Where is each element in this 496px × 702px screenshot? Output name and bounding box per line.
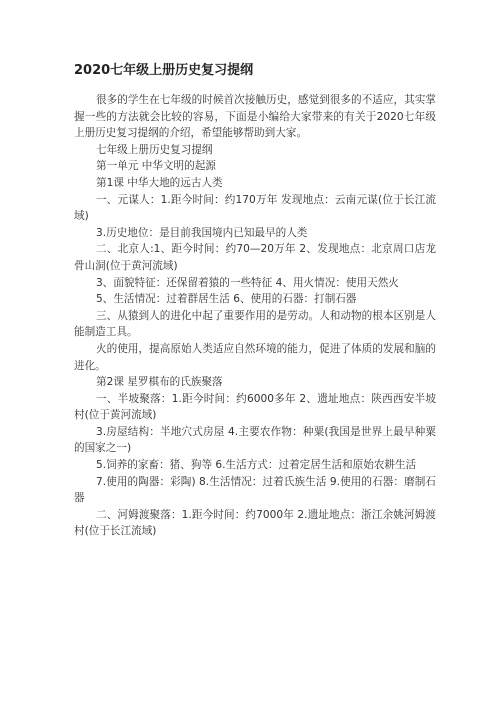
- paragraph: 二、北京人:1、距今时间：约70—20万年 2、发现地点：北京周口店龙骨山洞(位于黄河流域): [74, 243, 436, 272]
- paragraph: 3.历史地位：是目前我国境内已知最早的人类: [96, 226, 308, 239]
- unit-heading: 第一单元 中华文明的起源: [96, 160, 216, 173]
- document-title: 2020七年级上册历史复习提纲: [74, 63, 254, 78]
- intro-paragraph: 很多的学生在七年级的时候首次接触历史，感觉到很多的不适应，其实掌握一些的方法就会比较的容易，下面是小编给大家带来的有关于2020七年级上册历史复习提纲的介绍，希望能够帮助到大家。: [74, 94, 436, 140]
- lesson-2-heading: 第2课 星罗棋布的氏族聚落: [96, 376, 223, 389]
- paragraph: 火的使用，提高原始人类适应自然环境的能力，促进了体质的发展和脑的进化。: [74, 342, 436, 372]
- paragraph: 三、从猿到人的进化中起了重要作用的是劳动。人和动物的根本区别是人能制造工具。: [74, 309, 436, 339]
- paragraph: 一、元谋人：1.距今时间：约170万年 发现地点：云南元谋(位于长江流域): [74, 193, 436, 223]
- paragraph: 5、生活情况：过着群居生活 6、使用的石器：打制石器: [96, 293, 357, 306]
- paragraph: 5.饲养的家畜：猪、狗等 6.生活方式：过着定居生活和原始农耕生活: [96, 459, 417, 472]
- paragraph: 3.房屋结构：半地穴式房屋 4.主要农作物：种粟(我国是世界上最早种粟的国家之一): [74, 425, 436, 455]
- paragraph: 7.使用的陶器：彩陶) 8.生活情况：过着氏族生活 9.使用的石器：磨制石器: [74, 475, 436, 505]
- paragraph: 二、河姆渡聚落：1.距今时间：约7000年 2.遗址地点：浙江余姚河姆渡村(位于长江流域): [74, 508, 436, 538]
- paragraph: 3、面貌特征：还保留着猿的一些特征 4、用火情况：使用天然火: [96, 276, 399, 289]
- outline-heading: 七年级上册历史复习提纲: [96, 143, 213, 156]
- paragraph: 一、半坡聚落：1.距今时间：约6000多年 2、遗址地点：陕西西安半坡村(位于黄河流域): [74, 392, 436, 422]
- lesson-1-heading: 第1课 中华大地的远古人类: [96, 176, 223, 189]
